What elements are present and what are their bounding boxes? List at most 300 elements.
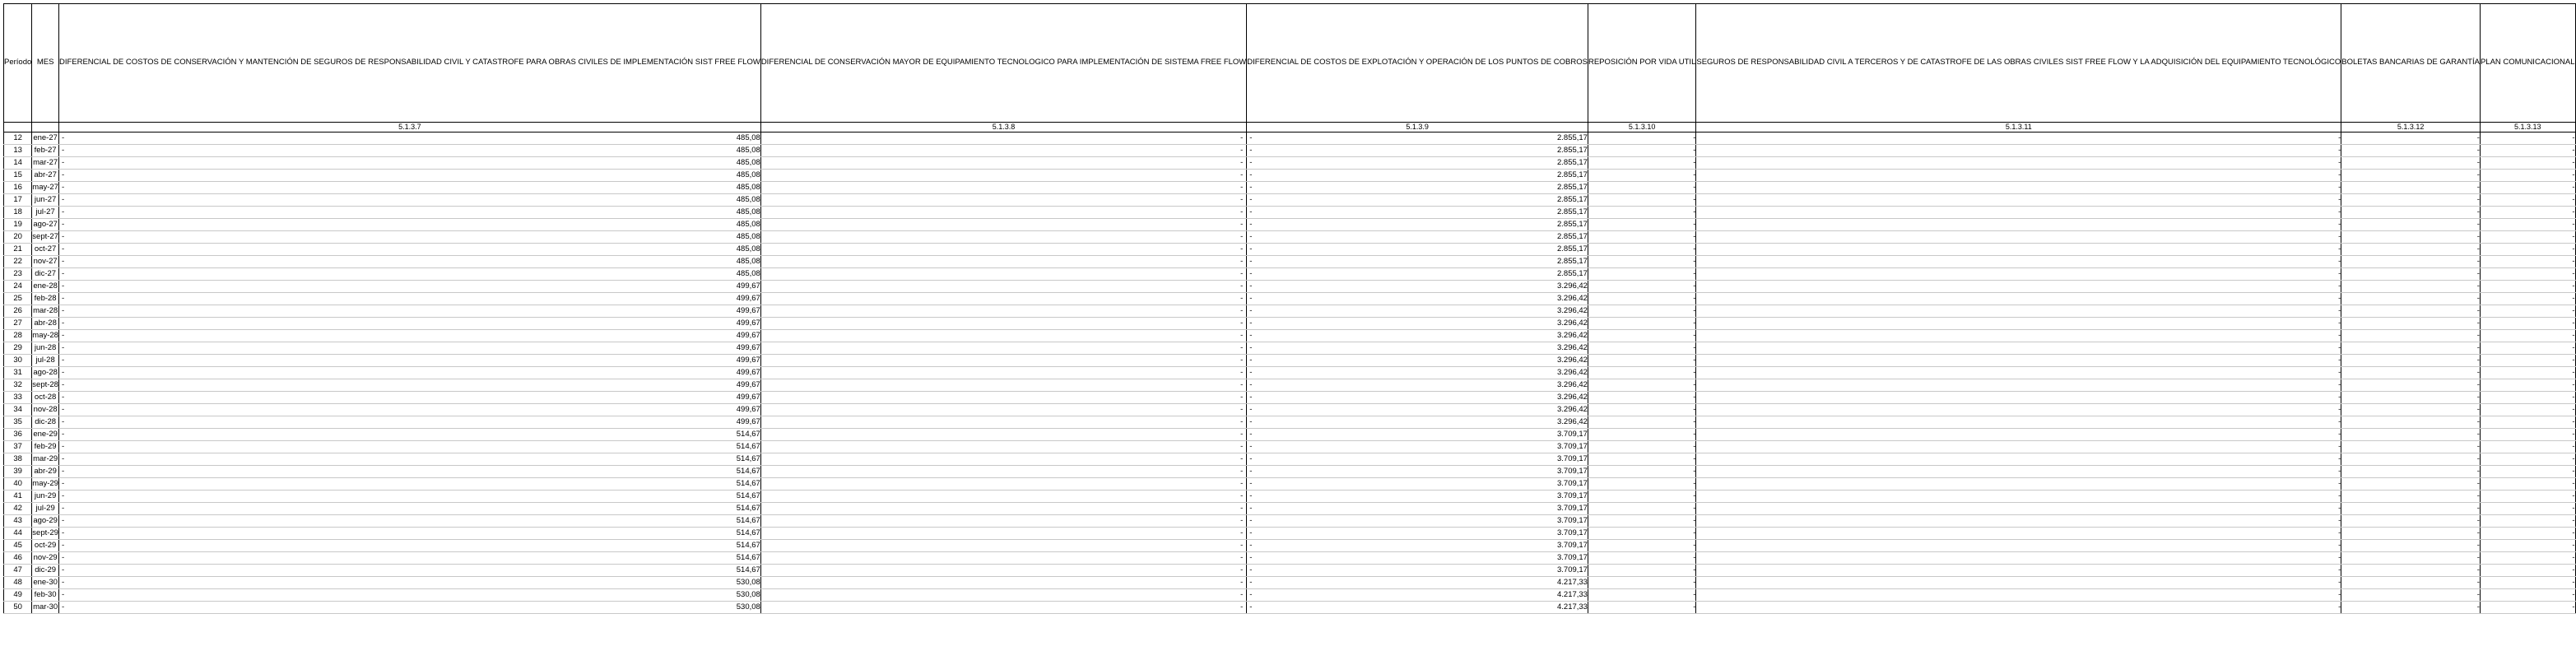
cell-5-1-3-7[interactable] (58, 404, 760, 416)
cell-5-1-3-12[interactable] (2341, 528, 2481, 540)
cell-5-1-3-13[interactable] (2480, 466, 2575, 478)
cell-5-1-3-11[interactable] (1696, 145, 2341, 157)
periodo-cell[interactable]: 13 (4, 145, 32, 157)
cell-5-1-3-7[interactable] (58, 293, 760, 305)
cell-5-1-3-7[interactable] (58, 244, 760, 256)
periodo-cell[interactable]: 14 (4, 157, 32, 170)
cell-5-1-3-12[interactable] (2341, 379, 2481, 392)
periodo-cell[interactable]: 27 (4, 318, 32, 330)
cell-5-1-3-10[interactable] (1588, 379, 1695, 392)
cell-5-1-3-11[interactable] (1696, 342, 2341, 355)
cell-5-1-3-13[interactable] (2480, 565, 2575, 577)
cell-5-1-3-8[interactable] (760, 256, 1246, 268)
cell-5-1-3-13[interactable] (2480, 379, 2575, 392)
cell-5-1-3-11[interactable] (1696, 515, 2341, 528)
cell-5-1-3-13[interactable] (2480, 219, 2575, 231)
cell-5-1-3-7[interactable] (58, 478, 760, 491)
mes-cell[interactable]: ene-29 (32, 429, 59, 441)
cell-5-1-3-13[interactable] (2480, 145, 2575, 157)
cell-5-1-3-8[interactable] (760, 540, 1246, 552)
periodo-cell[interactable]: 49 (4, 589, 32, 602)
cell-5-1-3-13[interactable] (2480, 367, 2575, 379)
cell-5-1-3-11[interactable] (1696, 589, 2341, 602)
periodo-cell[interactable]: 21 (4, 244, 32, 256)
mes-cell[interactable]: dic-28 (32, 416, 59, 429)
cell-5-1-3-10[interactable] (1588, 367, 1695, 379)
periodo-cell[interactable]: 47 (4, 565, 32, 577)
cell-5-1-3-7[interactable] (58, 515, 760, 528)
cell-5-1-3-13[interactable] (2480, 256, 2575, 268)
cell-5-1-3-12[interactable] (2341, 268, 2481, 281)
cell-5-1-3-7[interactable] (58, 231, 760, 244)
cell-5-1-3-13[interactable] (2480, 392, 2575, 404)
cell-5-1-3-13[interactable] (2480, 404, 2575, 416)
cell-5-1-3-8[interactable] (760, 231, 1246, 244)
cell-5-1-3-8[interactable] (760, 552, 1246, 565)
cell-5-1-3-9[interactable] (1247, 231, 1588, 244)
cell-5-1-3-9[interactable] (1247, 441, 1588, 453)
cell-5-1-3-8[interactable] (760, 281, 1246, 293)
cell-5-1-3-12[interactable] (2341, 170, 2481, 182)
periodo-cell[interactable]: 38 (4, 453, 32, 466)
cell-5-1-3-10[interactable] (1588, 466, 1695, 478)
cell-5-1-3-9[interactable] (1247, 503, 1588, 515)
cell-5-1-3-12[interactable] (2341, 318, 2481, 330)
mes-cell[interactable]: may-29 (32, 478, 59, 491)
cell-5-1-3-13[interactable] (2480, 491, 2575, 503)
cell-5-1-3-12[interactable] (2341, 293, 2481, 305)
mes-cell[interactable]: abr-28 (32, 318, 59, 330)
cell-5-1-3-7[interactable] (58, 194, 760, 207)
cell-5-1-3-10[interactable] (1588, 589, 1695, 602)
cell-5-1-3-12[interactable] (2341, 219, 2481, 231)
cell-5-1-3-11[interactable] (1696, 540, 2341, 552)
cell-5-1-3-11[interactable] (1696, 392, 2341, 404)
periodo-cell[interactable]: 25 (4, 293, 32, 305)
cell-5-1-3-7[interactable] (58, 342, 760, 355)
cell-5-1-3-13[interactable] (2480, 589, 2575, 602)
cell-5-1-3-10[interactable] (1588, 515, 1695, 528)
periodo-cell[interactable]: 35 (4, 416, 32, 429)
cell-5-1-3-11[interactable] (1696, 565, 2341, 577)
cell-5-1-3-8[interactable] (760, 194, 1246, 207)
cell-5-1-3-11[interactable] (1696, 503, 2341, 515)
cell-5-1-3-11[interactable] (1696, 244, 2341, 256)
cell-5-1-3-13[interactable] (2480, 602, 2575, 614)
cell-5-1-3-8[interactable] (760, 182, 1246, 194)
cell-5-1-3-11[interactable] (1696, 281, 2341, 293)
cell-5-1-3-9[interactable] (1247, 602, 1588, 614)
periodo-cell[interactable]: 39 (4, 466, 32, 478)
cell-5-1-3-12[interactable] (2341, 540, 2481, 552)
cell-5-1-3-10[interactable] (1588, 305, 1695, 318)
periodo-cell[interactable]: 34 (4, 404, 32, 416)
periodo-cell[interactable]: 30 (4, 355, 32, 367)
cell-5-1-3-8[interactable] (760, 318, 1246, 330)
cell-5-1-3-8[interactable] (760, 367, 1246, 379)
cell-5-1-3-9[interactable] (1247, 182, 1588, 194)
cell-5-1-3-10[interactable] (1588, 219, 1695, 231)
cell-5-1-3-11[interactable] (1696, 404, 2341, 416)
cell-5-1-3-11[interactable] (1696, 256, 2341, 268)
cell-5-1-3-7[interactable] (58, 602, 760, 614)
cell-5-1-3-10[interactable] (1588, 293, 1695, 305)
cell-5-1-3-12[interactable] (2341, 466, 2481, 478)
cell-5-1-3-8[interactable] (760, 133, 1246, 145)
cell-5-1-3-12[interactable] (2341, 577, 2481, 589)
cell-5-1-3-9[interactable] (1247, 379, 1588, 392)
cell-5-1-3-7[interactable] (58, 355, 760, 367)
cell-5-1-3-9[interactable] (1247, 515, 1588, 528)
periodo-cell[interactable]: 29 (4, 342, 32, 355)
cell-5-1-3-8[interactable] (760, 503, 1246, 515)
cell-5-1-3-10[interactable] (1588, 231, 1695, 244)
cell-5-1-3-9[interactable] (1247, 194, 1588, 207)
cell-5-1-3-9[interactable] (1247, 268, 1588, 281)
cell-5-1-3-10[interactable] (1588, 330, 1695, 342)
cell-5-1-3-12[interactable] (2341, 244, 2481, 256)
cell-5-1-3-7[interactable] (58, 305, 760, 318)
cell-5-1-3-13[interactable] (2480, 157, 2575, 170)
cell-5-1-3-9[interactable] (1247, 453, 1588, 466)
cell-5-1-3-8[interactable] (760, 170, 1246, 182)
mes-cell[interactable]: mar-27 (32, 157, 59, 170)
cell-5-1-3-9[interactable] (1247, 491, 1588, 503)
cell-5-1-3-13[interactable] (2480, 194, 2575, 207)
cell-5-1-3-11[interactable] (1696, 305, 2341, 318)
cell-5-1-3-7[interactable] (58, 503, 760, 515)
cell-5-1-3-8[interactable] (760, 342, 1246, 355)
cell-5-1-3-10[interactable] (1588, 355, 1695, 367)
cell-5-1-3-10[interactable] (1588, 602, 1695, 614)
mes-cell[interactable]: may-27 (32, 182, 59, 194)
cell-5-1-3-11[interactable] (1696, 157, 2341, 170)
cell-5-1-3-7[interactable] (58, 268, 760, 281)
cell-5-1-3-12[interactable] (2341, 429, 2481, 441)
cell-5-1-3-11[interactable] (1696, 429, 2341, 441)
cell-5-1-3-12[interactable] (2341, 478, 2481, 491)
periodo-cell[interactable]: 33 (4, 392, 32, 404)
cell-5-1-3-8[interactable] (760, 293, 1246, 305)
cell-5-1-3-7[interactable] (58, 157, 760, 170)
cell-5-1-3-8[interactable] (760, 577, 1246, 589)
cell-5-1-3-11[interactable] (1696, 293, 2341, 305)
mes-cell[interactable]: mar-29 (32, 453, 59, 466)
cell-5-1-3-10[interactable] (1588, 145, 1695, 157)
cell-5-1-3-11[interactable] (1696, 478, 2341, 491)
cell-5-1-3-8[interactable] (760, 404, 1246, 416)
cell-5-1-3-13[interactable] (2480, 503, 2575, 515)
cell-5-1-3-9[interactable] (1247, 589, 1588, 602)
periodo-cell[interactable]: 50 (4, 602, 32, 614)
cell-5-1-3-10[interactable] (1588, 157, 1695, 170)
mes-cell[interactable]: sept-28 (32, 379, 59, 392)
cell-5-1-3-10[interactable] (1588, 416, 1695, 429)
cell-5-1-3-9[interactable] (1247, 342, 1588, 355)
cell-5-1-3-7[interactable] (58, 182, 760, 194)
cell-5-1-3-13[interactable] (2480, 268, 2575, 281)
cell-5-1-3-11[interactable] (1696, 133, 2341, 145)
cell-5-1-3-10[interactable] (1588, 441, 1695, 453)
cell-5-1-3-7[interactable] (58, 318, 760, 330)
cell-5-1-3-11[interactable] (1696, 330, 2341, 342)
cell-5-1-3-12[interactable] (2341, 392, 2481, 404)
mes-cell[interactable]: jul-28 (32, 355, 59, 367)
cell-5-1-3-8[interactable] (760, 244, 1246, 256)
cell-5-1-3-7[interactable] (58, 416, 760, 429)
cell-5-1-3-10[interactable] (1588, 453, 1695, 466)
mes-cell[interactable]: oct-28 (32, 392, 59, 404)
mes-cell[interactable]: ene-30 (32, 577, 59, 589)
cell-5-1-3-8[interactable] (760, 453, 1246, 466)
periodo-cell[interactable]: 43 (4, 515, 32, 528)
cell-5-1-3-10[interactable] (1588, 170, 1695, 182)
mes-cell[interactable]: ago-27 (32, 219, 59, 231)
cell-5-1-3-9[interactable] (1247, 157, 1588, 170)
periodo-cell[interactable]: 23 (4, 268, 32, 281)
cell-5-1-3-9[interactable] (1247, 293, 1588, 305)
cell-5-1-3-11[interactable] (1696, 367, 2341, 379)
cell-5-1-3-12[interactable] (2341, 602, 2481, 614)
cell-5-1-3-9[interactable] (1247, 256, 1588, 268)
cell-5-1-3-10[interactable] (1588, 565, 1695, 577)
cell-5-1-3-9[interactable] (1247, 318, 1588, 330)
cell-5-1-3-8[interactable] (760, 379, 1246, 392)
cell-5-1-3-7[interactable] (58, 577, 760, 589)
cell-5-1-3-9[interactable] (1247, 466, 1588, 478)
cell-5-1-3-13[interactable] (2480, 330, 2575, 342)
cell-5-1-3-11[interactable] (1696, 441, 2341, 453)
cell-5-1-3-9[interactable] (1247, 305, 1588, 318)
cell-5-1-3-10[interactable] (1588, 207, 1695, 219)
mes-cell[interactable]: nov-28 (32, 404, 59, 416)
cell-5-1-3-9[interactable] (1247, 244, 1588, 256)
cell-5-1-3-12[interactable] (2341, 453, 2481, 466)
cell-5-1-3-12[interactable] (2341, 133, 2481, 145)
periodo-cell[interactable]: 24 (4, 281, 32, 293)
periodo-cell[interactable]: 22 (4, 256, 32, 268)
cell-5-1-3-13[interactable] (2480, 515, 2575, 528)
periodo-cell[interactable]: 19 (4, 219, 32, 231)
cell-5-1-3-11[interactable] (1696, 466, 2341, 478)
cell-5-1-3-10[interactable] (1588, 478, 1695, 491)
cell-5-1-3-13[interactable] (2480, 342, 2575, 355)
mes-cell[interactable]: dic-27 (32, 268, 59, 281)
periodo-cell[interactable]: 40 (4, 478, 32, 491)
cell-5-1-3-13[interactable] (2480, 355, 2575, 367)
periodo-cell[interactable]: 28 (4, 330, 32, 342)
cell-5-1-3-8[interactable] (760, 268, 1246, 281)
periodo-cell[interactable]: 32 (4, 379, 32, 392)
cell-5-1-3-8[interactable] (760, 157, 1246, 170)
cell-5-1-3-11[interactable] (1696, 207, 2341, 219)
cell-5-1-3-11[interactable] (1696, 355, 2341, 367)
mes-cell[interactable]: sept-29 (32, 528, 59, 540)
mes-cell[interactable]: sept-27 (32, 231, 59, 244)
cell-5-1-3-8[interactable] (760, 219, 1246, 231)
cell-5-1-3-9[interactable] (1247, 133, 1588, 145)
cell-5-1-3-7[interactable] (58, 170, 760, 182)
cell-5-1-3-7[interactable] (58, 207, 760, 219)
cell-5-1-3-12[interactable] (2341, 404, 2481, 416)
cell-5-1-3-13[interactable] (2480, 429, 2575, 441)
cell-5-1-3-8[interactable] (760, 478, 1246, 491)
cell-5-1-3-9[interactable] (1247, 478, 1588, 491)
cell-5-1-3-9[interactable] (1247, 540, 1588, 552)
cell-5-1-3-11[interactable] (1696, 318, 2341, 330)
cell-5-1-3-9[interactable] (1247, 207, 1588, 219)
cell-5-1-3-12[interactable] (2341, 342, 2481, 355)
cell-5-1-3-8[interactable] (760, 355, 1246, 367)
cell-5-1-3-13[interactable] (2480, 416, 2575, 429)
cell-5-1-3-7[interactable] (58, 281, 760, 293)
mes-cell[interactable]: oct-29 (32, 540, 59, 552)
periodo-cell[interactable]: 48 (4, 577, 32, 589)
periodo-cell[interactable]: 36 (4, 429, 32, 441)
cell-5-1-3-11[interactable] (1696, 268, 2341, 281)
cell-5-1-3-13[interactable] (2480, 281, 2575, 293)
cell-5-1-3-8[interactable] (760, 145, 1246, 157)
cell-5-1-3-12[interactable] (2341, 182, 2481, 194)
periodo-cell[interactable]: 15 (4, 170, 32, 182)
mes-cell[interactable]: nov-29 (32, 552, 59, 565)
cell-5-1-3-10[interactable] (1588, 577, 1695, 589)
mes-cell[interactable]: feb-30 (32, 589, 59, 602)
mes-cell[interactable]: jul-27 (32, 207, 59, 219)
cell-5-1-3-12[interactable] (2341, 305, 2481, 318)
cell-5-1-3-11[interactable] (1696, 379, 2341, 392)
mes-cell[interactable]: mar-28 (32, 305, 59, 318)
cell-5-1-3-10[interactable] (1588, 244, 1695, 256)
cell-5-1-3-13[interactable] (2480, 478, 2575, 491)
periodo-cell[interactable]: 17 (4, 194, 32, 207)
cell-5-1-3-7[interactable] (58, 441, 760, 453)
cell-5-1-3-9[interactable] (1247, 145, 1588, 157)
cell-5-1-3-12[interactable] (2341, 194, 2481, 207)
cell-5-1-3-12[interactable] (2341, 552, 2481, 565)
mes-cell[interactable]: mar-30 (32, 602, 59, 614)
cell-5-1-3-10[interactable] (1588, 429, 1695, 441)
cell-5-1-3-9[interactable] (1247, 219, 1588, 231)
cell-5-1-3-7[interactable] (58, 133, 760, 145)
cell-5-1-3-9[interactable] (1247, 281, 1588, 293)
cell-5-1-3-10[interactable] (1588, 528, 1695, 540)
cell-5-1-3-7[interactable] (58, 256, 760, 268)
cell-5-1-3-8[interactable] (760, 305, 1246, 318)
cell-5-1-3-8[interactable] (760, 207, 1246, 219)
mes-cell[interactable]: ago-28 (32, 367, 59, 379)
cell-5-1-3-8[interactable] (760, 565, 1246, 577)
cell-5-1-3-9[interactable] (1247, 552, 1588, 565)
cell-5-1-3-13[interactable] (2480, 207, 2575, 219)
cell-5-1-3-7[interactable] (58, 552, 760, 565)
mes-cell[interactable]: jun-27 (32, 194, 59, 207)
cell-5-1-3-13[interactable] (2480, 231, 2575, 244)
mes-cell[interactable]: nov-27 (32, 256, 59, 268)
cell-5-1-3-11[interactable] (1696, 170, 2341, 182)
mes-cell[interactable]: abr-29 (32, 466, 59, 478)
mes-cell[interactable]: dic-29 (32, 565, 59, 577)
cell-5-1-3-12[interactable] (2341, 416, 2481, 429)
cell-5-1-3-7[interactable] (58, 466, 760, 478)
cell-5-1-3-8[interactable] (760, 441, 1246, 453)
cell-5-1-3-13[interactable] (2480, 552, 2575, 565)
cell-5-1-3-7[interactable] (58, 453, 760, 466)
periodo-cell[interactable]: 26 (4, 305, 32, 318)
cell-5-1-3-13[interactable] (2480, 453, 2575, 466)
mes-cell[interactable]: feb-27 (32, 145, 59, 157)
cell-5-1-3-7[interactable] (58, 392, 760, 404)
cell-5-1-3-13[interactable] (2480, 305, 2575, 318)
mes-cell[interactable]: jun-28 (32, 342, 59, 355)
mes-cell[interactable]: ene-28 (32, 281, 59, 293)
cell-5-1-3-12[interactable] (2341, 491, 2481, 503)
periodo-cell[interactable]: 20 (4, 231, 32, 244)
cell-5-1-3-13[interactable] (2480, 528, 2575, 540)
cell-5-1-3-10[interactable] (1588, 182, 1695, 194)
cell-5-1-3-12[interactable] (2341, 515, 2481, 528)
cell-5-1-3-7[interactable] (58, 367, 760, 379)
periodo-cell[interactable]: 42 (4, 503, 32, 515)
cell-5-1-3-11[interactable] (1696, 194, 2341, 207)
cell-5-1-3-9[interactable] (1247, 170, 1588, 182)
cell-5-1-3-7[interactable] (58, 330, 760, 342)
cell-5-1-3-12[interactable] (2341, 281, 2481, 293)
cell-5-1-3-9[interactable] (1247, 355, 1588, 367)
periodo-cell[interactable]: 31 (4, 367, 32, 379)
cell-5-1-3-13[interactable] (2480, 577, 2575, 589)
cell-5-1-3-11[interactable] (1696, 231, 2341, 244)
cell-5-1-3-13[interactable] (2480, 318, 2575, 330)
cell-5-1-3-11[interactable] (1696, 416, 2341, 429)
periodo-cell[interactable]: 44 (4, 528, 32, 540)
cell-5-1-3-13[interactable] (2480, 293, 2575, 305)
mes-cell[interactable]: ene-27 (32, 133, 59, 145)
cell-5-1-3-11[interactable] (1696, 577, 2341, 589)
cell-5-1-3-12[interactable] (2341, 355, 2481, 367)
cell-5-1-3-11[interactable] (1696, 453, 2341, 466)
cell-5-1-3-9[interactable] (1247, 367, 1588, 379)
cell-5-1-3-9[interactable] (1247, 416, 1588, 429)
cell-5-1-3-11[interactable] (1696, 552, 2341, 565)
periodo-cell[interactable]: 45 (4, 540, 32, 552)
cell-5-1-3-8[interactable] (760, 602, 1246, 614)
cell-5-1-3-10[interactable] (1588, 540, 1695, 552)
cell-5-1-3-7[interactable] (58, 528, 760, 540)
cell-5-1-3-7[interactable] (58, 219, 760, 231)
mes-cell[interactable]: ago-29 (32, 515, 59, 528)
cell-5-1-3-7[interactable] (58, 379, 760, 392)
cell-5-1-3-7[interactable] (58, 589, 760, 602)
periodo-cell[interactable]: 46 (4, 552, 32, 565)
cell-5-1-3-10[interactable] (1588, 503, 1695, 515)
cell-5-1-3-8[interactable] (760, 515, 1246, 528)
cell-5-1-3-8[interactable] (760, 416, 1246, 429)
cell-5-1-3-7[interactable] (58, 145, 760, 157)
cell-5-1-3-13[interactable] (2480, 182, 2575, 194)
mes-cell[interactable]: feb-29 (32, 441, 59, 453)
cell-5-1-3-9[interactable] (1247, 392, 1588, 404)
mes-cell[interactable]: abr-27 (32, 170, 59, 182)
cell-5-1-3-8[interactable] (760, 392, 1246, 404)
periodo-cell[interactable]: 41 (4, 491, 32, 503)
cell-5-1-3-10[interactable] (1588, 342, 1695, 355)
cell-5-1-3-13[interactable] (2480, 441, 2575, 453)
cell-5-1-3-9[interactable] (1247, 330, 1588, 342)
cell-5-1-3-11[interactable] (1696, 182, 2341, 194)
cell-5-1-3-12[interactable] (2341, 157, 2481, 170)
cell-5-1-3-7[interactable] (58, 429, 760, 441)
